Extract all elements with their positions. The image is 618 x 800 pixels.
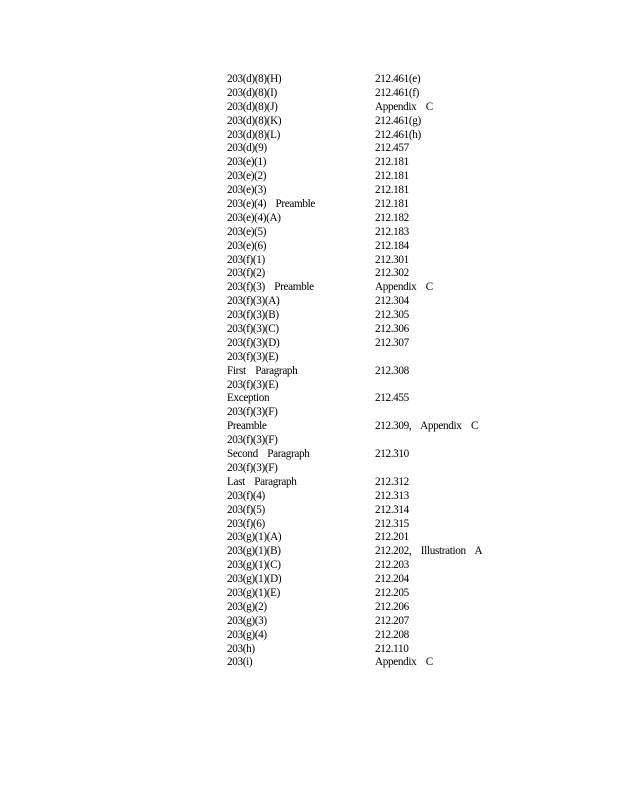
table-row [227,379,527,393]
regulation-section-cell: 212.457 [375,142,409,155]
table-row [227,406,527,420]
table-row [227,267,527,281]
statute-section-cell: Preamble [227,420,267,433]
statute-section-cell: 203(e)(3) [227,184,267,197]
regulation-section-cell [375,406,527,420]
statute-section-cell: 203(g)(3) [227,614,267,627]
statute-section-cell: 203(h) [227,642,255,655]
statute-section-cell: 203(d)(8)(K) [227,114,282,127]
statute-section-cell: 203(e)(5) [227,225,267,238]
regulation-section-cell: Appendix C [375,100,433,113]
statute-section-cell: 203(g)(4) [227,628,267,641]
statute-section-cell: 203(g)(1)(D) [227,573,282,586]
statute-section-cell: 203(e)(2) [227,170,267,183]
table-row [227,281,527,295]
table-row [227,309,527,323]
table-row [227,392,527,406]
table-row [227,545,527,559]
regulation-section-cell: 212.181 [375,170,409,183]
table-row [227,587,527,601]
statute-section-cell: Exception [227,392,270,405]
statute-section-cell: 203(f)(3)(C) [227,323,279,336]
regulation-section-cell: 212.312 [375,475,409,488]
statute-section-cell: 203(e)(4) Preamble [227,198,315,211]
statute-section-cell: 203(e)(1) [227,156,267,169]
regulation-section-cell: 212.184 [375,239,409,252]
regulation-section-cell: 212.204 [375,573,409,586]
table-row [227,643,527,657]
regulation-section-cell: 212.305 [375,309,409,322]
statute-section-cell: 203(f)(3)(F) [227,434,278,447]
table-row [227,212,527,226]
table-row [227,629,527,643]
statute-section-cell: 203(f)(3)(F) [227,461,278,474]
table-row [227,170,527,184]
statute-section-cell: 203(d)(8)(L) [227,128,280,141]
regulation-section-cell: Appendix C [375,281,433,294]
table-row [227,531,527,545]
regulation-section-cell: Appendix C [375,656,433,669]
table-row [227,420,527,434]
table-row [227,365,527,379]
regulation-section-cell: 212.302 [375,267,409,280]
statute-section-cell: 203(f)(3)(D) [227,336,280,349]
regulation-section-cell: 212.307 [375,336,409,349]
statute-section-cell: 203(f)(4) [227,489,265,502]
regulation-section-cell: 212.455 [375,392,409,405]
regulation-section-cell: 212.461(f) [375,86,420,99]
statute-section-cell: First Paragraph [227,364,298,377]
statute-section-cell: 203(g)(2) [227,600,267,613]
statute-section-cell: 203(g)(1)(C) [227,559,281,572]
table-row [227,295,527,309]
statute-section-cell: 203(d)(8)(J) [227,100,278,113]
regulation-section-cell: 212.202, Illustration A [375,545,483,558]
cross-reference-table [227,73,527,670]
regulation-section-cell: 212.313 [375,489,409,502]
regulation-section-cell: 212.203 [375,559,409,572]
regulation-section-cell: 212.461(e) [375,73,421,85]
statute-section-cell: Second Paragraph [227,448,310,461]
table-row [227,504,527,518]
table-row [227,142,527,156]
statute-section-cell: 203(d)(8)(H) [227,73,282,85]
regulation-section-cell: 212.207 [375,614,409,627]
statute-section-cell: 203(d)(8)(I) [227,86,277,99]
statute-section-cell: 203(e)(6) [227,239,267,252]
table-row [227,87,527,101]
statute-section-cell: 203(d)(9) [227,142,267,155]
statute-section-cell: 203(f)(3)(A) [227,295,280,308]
statute-section-cell: 203(g)(1)(E) [227,586,280,599]
statute-section-cell: 203(g)(1)(B) [227,545,281,558]
table-row [227,573,527,587]
regulation-section-cell: 212.304 [375,295,409,308]
regulation-section-cell: 212.314 [375,503,409,516]
table-row [227,115,527,129]
regulation-section-cell: 212.183 [375,225,409,238]
regulation-section-cell: 212.309, Appendix C [375,420,479,433]
statute-section-cell: 203(f)(5) [227,503,265,516]
table-row [227,101,527,115]
statute-section-cell: 203(f)(2) [227,267,265,280]
table-row [227,462,527,476]
table-row [227,240,527,254]
regulation-section-cell: 212.461(h) [375,128,421,141]
table-row [227,226,527,240]
table-row [227,198,527,212]
statute-section-cell: 203(e)(4)(A) [227,211,281,224]
regulation-section-cell [375,434,527,448]
regulation-section-cell: 212.310 [375,448,409,461]
table-row [227,615,527,629]
statute-section-cell: 203(i) [227,656,253,669]
statute-section-cell: 203(g)(1)(A) [227,531,282,544]
statute-section-cell: 203(f)(3)(F) [227,406,278,419]
table-row [227,559,527,573]
statute-section-cell: 203(f)(6) [227,517,265,530]
regulation-section-cell: 212.181 [375,156,409,169]
regulation-section-cell: 212.308 [375,364,409,377]
regulation-section-cell: 212.301 [375,253,409,266]
regulation-section-cell [375,379,527,393]
table-row [227,351,527,365]
statute-section-cell: 203(f)(3) Preamble [227,281,314,294]
table-row [227,518,527,532]
regulation-section-cell: 212.306 [375,323,409,336]
table-row [227,601,527,615]
statute-section-cell: 203(f)(3)(B) [227,309,279,322]
regulation-section-cell: 212.110 [375,642,409,655]
regulation-section-cell: 212.315 [375,517,409,530]
regulation-section-cell [375,351,527,365]
table-row [227,156,527,170]
regulation-section-cell: 212.182 [375,211,409,224]
table-row [227,129,527,143]
regulation-section-cell: 212.201 [375,531,409,544]
table-row [227,184,527,198]
regulation-section-cell: 212.181 [375,198,409,211]
regulation-section-cell: 212.205 [375,586,409,599]
regulation-section-cell: 212.181 [375,184,409,197]
statute-section-cell: 203(f)(1) [227,253,265,266]
regulation-section-cell: 212.206 [375,600,409,613]
table-row [227,73,527,87]
statute-section-cell: 203(f)(3)(E) [227,378,279,391]
regulation-section-cell: 212.208 [375,628,409,641]
table-row [227,434,527,448]
statute-section-cell: Last Paragraph [227,475,297,488]
regulation-section-cell: 212.461(g) [375,114,421,127]
table-row [227,476,527,490]
table-row [227,656,527,670]
statute-section-cell: 203(f)(3)(E) [227,350,279,363]
table-row [227,254,527,268]
table-row [227,490,527,504]
table-row [227,448,527,462]
table-row [227,337,527,351]
regulation-section-cell [375,462,527,476]
table-row [227,323,527,337]
